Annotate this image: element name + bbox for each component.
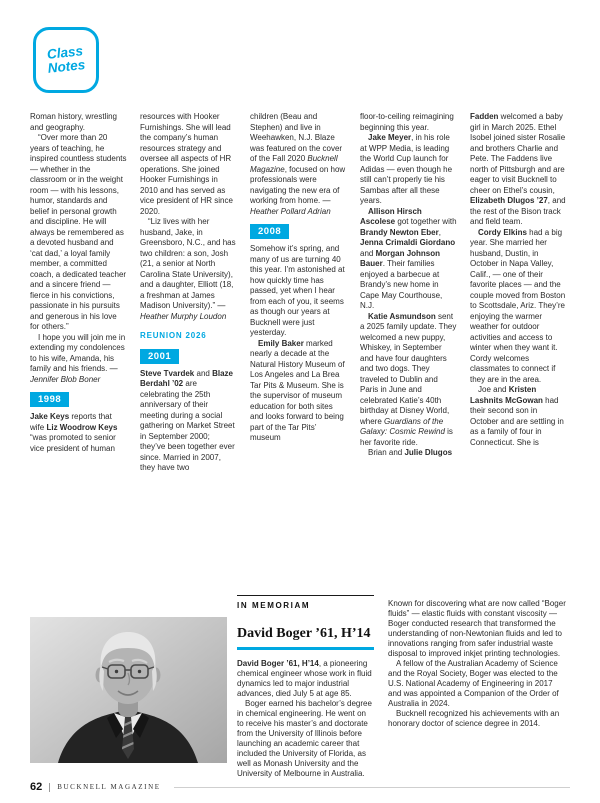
note-paragraph: I hope you will join me in extending my condolences to his wife, Amanda, his family and his friends. — Jennifer Blob Boner <box>30 332 126 384</box>
note-paragraph: “Over more than 20 years of teaching, he inspired countless students — whether in the classroom or in the weight room — with his lessons, humor, standards and belief in personal growth and discipline. He will always be remembered as a devoted husband and ‘cat dad,’ a loyal family member, a committed coach, a dedicated teacher and a sincere friend — fierce in his convictions, passionate in his pursuits and generous in his love for others.” <box>30 133 127 331</box>
footer-rule <box>174 787 570 788</box>
footer-divider <box>49 783 50 792</box>
note-paragraph: Fadden welcomed a baby girl in March 2025. Ethel Isobel joined sister Rosalie and brothers Charlie and Pete. The Faddens live north of Pittsburgh and are eager to visit Bucknell to cheer on Ethel’s cousin, Elizabeth Dlugos ’27, and the rest of the Bison track and field team. <box>470 112 566 226</box>
in-memoriam-label: IN MEMORIAM <box>237 601 311 610</box>
note-paragraph: Jake Keys reports that wife Liz Woodrow Keys “was promoted to senior vice president of human <box>30 412 118 453</box>
notes-column-2 <box>140 112 237 474</box>
notes-column-4 <box>360 112 457 474</box>
note-paragraph: resources with Hooker Furnishings. She will lead the company’s human resources strategy and oversee all aspects of HR operations. She joined Hooker Furnishings in 2010 and has served as vice president of HR since 2020. <box>140 112 233 216</box>
memoriam-top-rule <box>237 595 374 596</box>
reunion-2026-label: REUNION 2026 <box>140 331 207 340</box>
memoriam-paragraph: David Boger ’61, H’14, a pioneering chemical engineer whose work in fluid dynamics led to major industrial advances, died July 5 at age 85. <box>237 658 372 698</box>
note-paragraph: “Liz lives with her husband, Jake, in Greensboro, N.C., and has two children: a son, Josh (21, a senior at North Carolina State University), and a daughter, Elliott (18, a freshman at James Madison University).” — Heather Murphy Loudon <box>140 217 236 321</box>
class-year-badge-1998: 1998 <box>30 392 69 407</box>
notes-column-5 <box>470 112 567 474</box>
class-notes-badge-text <box>46 44 86 76</box>
portrait-photo-illustration <box>30 617 227 763</box>
note-paragraph: Somehow it’s spring, and many of us are turning 40 this year. I’m astonished at how quickly time has passed, yet when I hear from each of you, it seems as though our years at Bucknell were just yesterday. <box>250 244 345 337</box>
class-notes-columns <box>30 112 567 474</box>
note-paragraph: Roman history, wrestling and geography. <box>30 112 117 132</box>
note-paragraph: Joe and Kristen Lashnits McGowan had their second son in October and are settling in as a family of four in Connecticut. She is <box>470 385 564 447</box>
badge-line-2: Notes <box>47 57 87 76</box>
note-paragraph: Katie Asmundson sent a 2025 family update. They welcomed a new puppy, Whiskey, in September and have four daughters and two dogs. They traveled to Dublin and Paris in June and celebrated Katie’s 40th birthday at Disney World, where Guardians of the Galaxy: Cosmic Rewind is her favorite ride. <box>360 311 457 447</box>
memoriam-paragraph: A fellow of the Australian Academy of Science and the Royal Society, Boger was elected to the U.S. National Academy of Engineering in 2017 and was appointed a Companion of the Order of Australia in 2024. <box>388 659 559 708</box>
badge-line-1: Class <box>46 43 84 62</box>
note-paragraph: Allison Hirsch Ascolese got together with Brandy Newton Eber, Jenna Crimaldi Giordano and Morgan Johnson Bauer. Their families enjoyed a barbecue at Brandy’s new home in Cape May Courthouse, N.J. <box>360 206 457 310</box>
note-paragraph: Jake Meyer, in his role at WPP Media, is leading the World Cup launch for Adidas — even though he still can’t properly tie his Sambas after all these years. <box>360 133 453 205</box>
magazine-name: BUCKNELL MAGAZINE <box>57 783 161 791</box>
note-paragraph: Emily Baker marked nearly a decade at the Natural History Museum of Los Angeles and La Brea Tar Pits & Museum. She is the supervisor of museum education for both sites and looks forward to being part of the Tar Pits’ museum <box>250 338 345 442</box>
notes-column-3 <box>250 112 347 474</box>
memoriam-paragraph: Bucknell recognized his achievements with an honorary doctor of science degree in 2014. <box>388 709 560 728</box>
class-notes-badge <box>33 27 99 93</box>
note-paragraph: Steve Tvardek and Blaze Berdahl ’02 are celebrating the 25th anniversary of their meeting during a social gathering on Market Street in September 2000; they’ve been together ever since. Married in 2007, they have two <box>140 368 235 472</box>
memoriam-column-right <box>388 599 568 729</box>
note-paragraph: Cordy Elkins had a big year. She married her husband, Dustin, in October in Napa Valley, Calif., — one of their favorite places — and the couple moved from Boston to Scottsdale, Ariz. They’re enjoying the warmer weather for outdoor activities and access to winter when they want it. Cordy welcomes classmates to connect if they are in the area. <box>470 227 566 384</box>
memoriam-paragraph: Boger earned his bachelor’s degree in chemical engineering. He went on to receive his master’s and doctorate from the University of Illinois before launching an academic career that included the University of Florida, as well as Monash University and the University of Melbourne in Australia. <box>237 698 372 778</box>
notes-column-1 <box>30 112 127 474</box>
memoriam-column-left <box>237 595 374 779</box>
memoriam-headline: David Boger ’61, H’14 <box>237 626 371 641</box>
in-memoriam-section <box>30 595 570 778</box>
note-paragraph: children (Beau and Stephen) and live in Weehawken, N.J. Blaze was featured on the cover of the Fall 2020 Bucknell Magazine, focused on how professionals were navigating the new era of working from home. — Heather Pollard Adrian <box>250 112 346 216</box>
memoriam-photo <box>30 617 227 763</box>
headline-accent-rule <box>237 647 374 650</box>
page-footer <box>30 781 570 793</box>
page-number: 62 <box>30 781 43 793</box>
memoriam-paragraph: Known for discovering what are now called “Boger fluids” — elastic fluids with constant viscosity — Boger conducted research that transformed the understanding of non-Newtonian fluids and led to innovations ranging from safer industrial waste disposal to improved inkjet printing technologies. <box>388 599 566 658</box>
note-paragraph: Brian and Julie Dlugos <box>368 448 453 457</box>
class-year-badge-2008: 2008 <box>250 224 289 239</box>
note-paragraph: floor-to-ceiling reimagining beginning this year. <box>360 112 454 132</box>
class-year-badge-2001: 2001 <box>140 349 179 364</box>
